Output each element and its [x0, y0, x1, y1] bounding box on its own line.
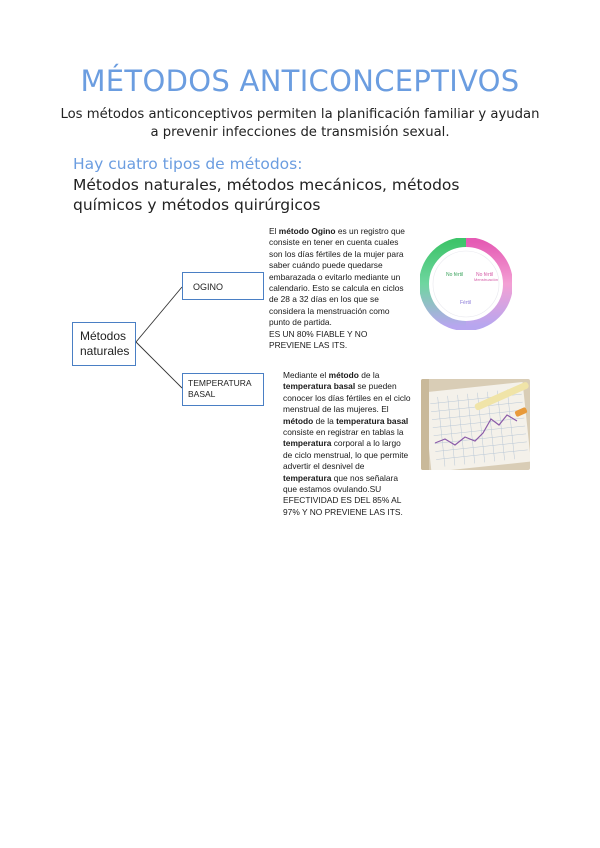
temperature-chart-photo — [421, 379, 530, 470]
wheel-label-menstruacion: Menstruación — [474, 277, 499, 282]
wheel-label-fertil: Fértil — [460, 300, 472, 306]
node-temperatura-basal: TEMPERATURA BASAL — [182, 373, 264, 406]
temperature-description: Mediante el método de la temperatura basal se pueden conocer los días fértiles en el ciclo menstrual de las mujeres. El método de la temperatura basal consiste en registrar en tablas la temperatura corporal a lo largo de ciclo menstrual, lo que permite advertir el desnivel de temperatura que nos señalara que estamos ovulando.SU EFECTIVIDAD ES DEL 85% AL 97% Y NO PREVIENE LAS ITS. — [283, 370, 411, 517]
wheel-label-no-fertil: No fértil — [446, 272, 464, 278]
method-types: Métodos naturales, métodos mecánicos, métodos químicos y métodos quirúrgicos — [73, 176, 460, 214]
wheel-label-no-fertil-2: No fértil — [476, 272, 494, 278]
page-subtitle: Los métodos anticonceptivos permiten la planificación familiar y ayudan a prevenir infecciones de transmisión sexual. — [60, 107, 540, 140]
page-title: MÉTODOS ANTICONCEPTIVOS — [80, 64, 520, 98]
connector-temp — [136, 342, 182, 388]
section-lead: Hay cuatro tipos de métodos: — [73, 155, 303, 173]
node-ogino: OGINO — [182, 272, 264, 300]
connector-ogino — [136, 287, 182, 342]
ogino-description: El método Ogino es un registro que consiste en tener en cuenta cuales son los días fértiles de la mujer para saber cuándo puede quedarse embarazada o evitarlo mediante un calendario. Esto se calcula en ciclos de 28 a 32 días en los que se considera la menstruación como punto de partida. ES UN 80% FIABLE Y NO PREVIENE LAS ITS. — [269, 226, 405, 351]
node-metodos-naturales: Métodos naturales — [72, 322, 136, 366]
cycle-wheel-image — [420, 238, 512, 330]
